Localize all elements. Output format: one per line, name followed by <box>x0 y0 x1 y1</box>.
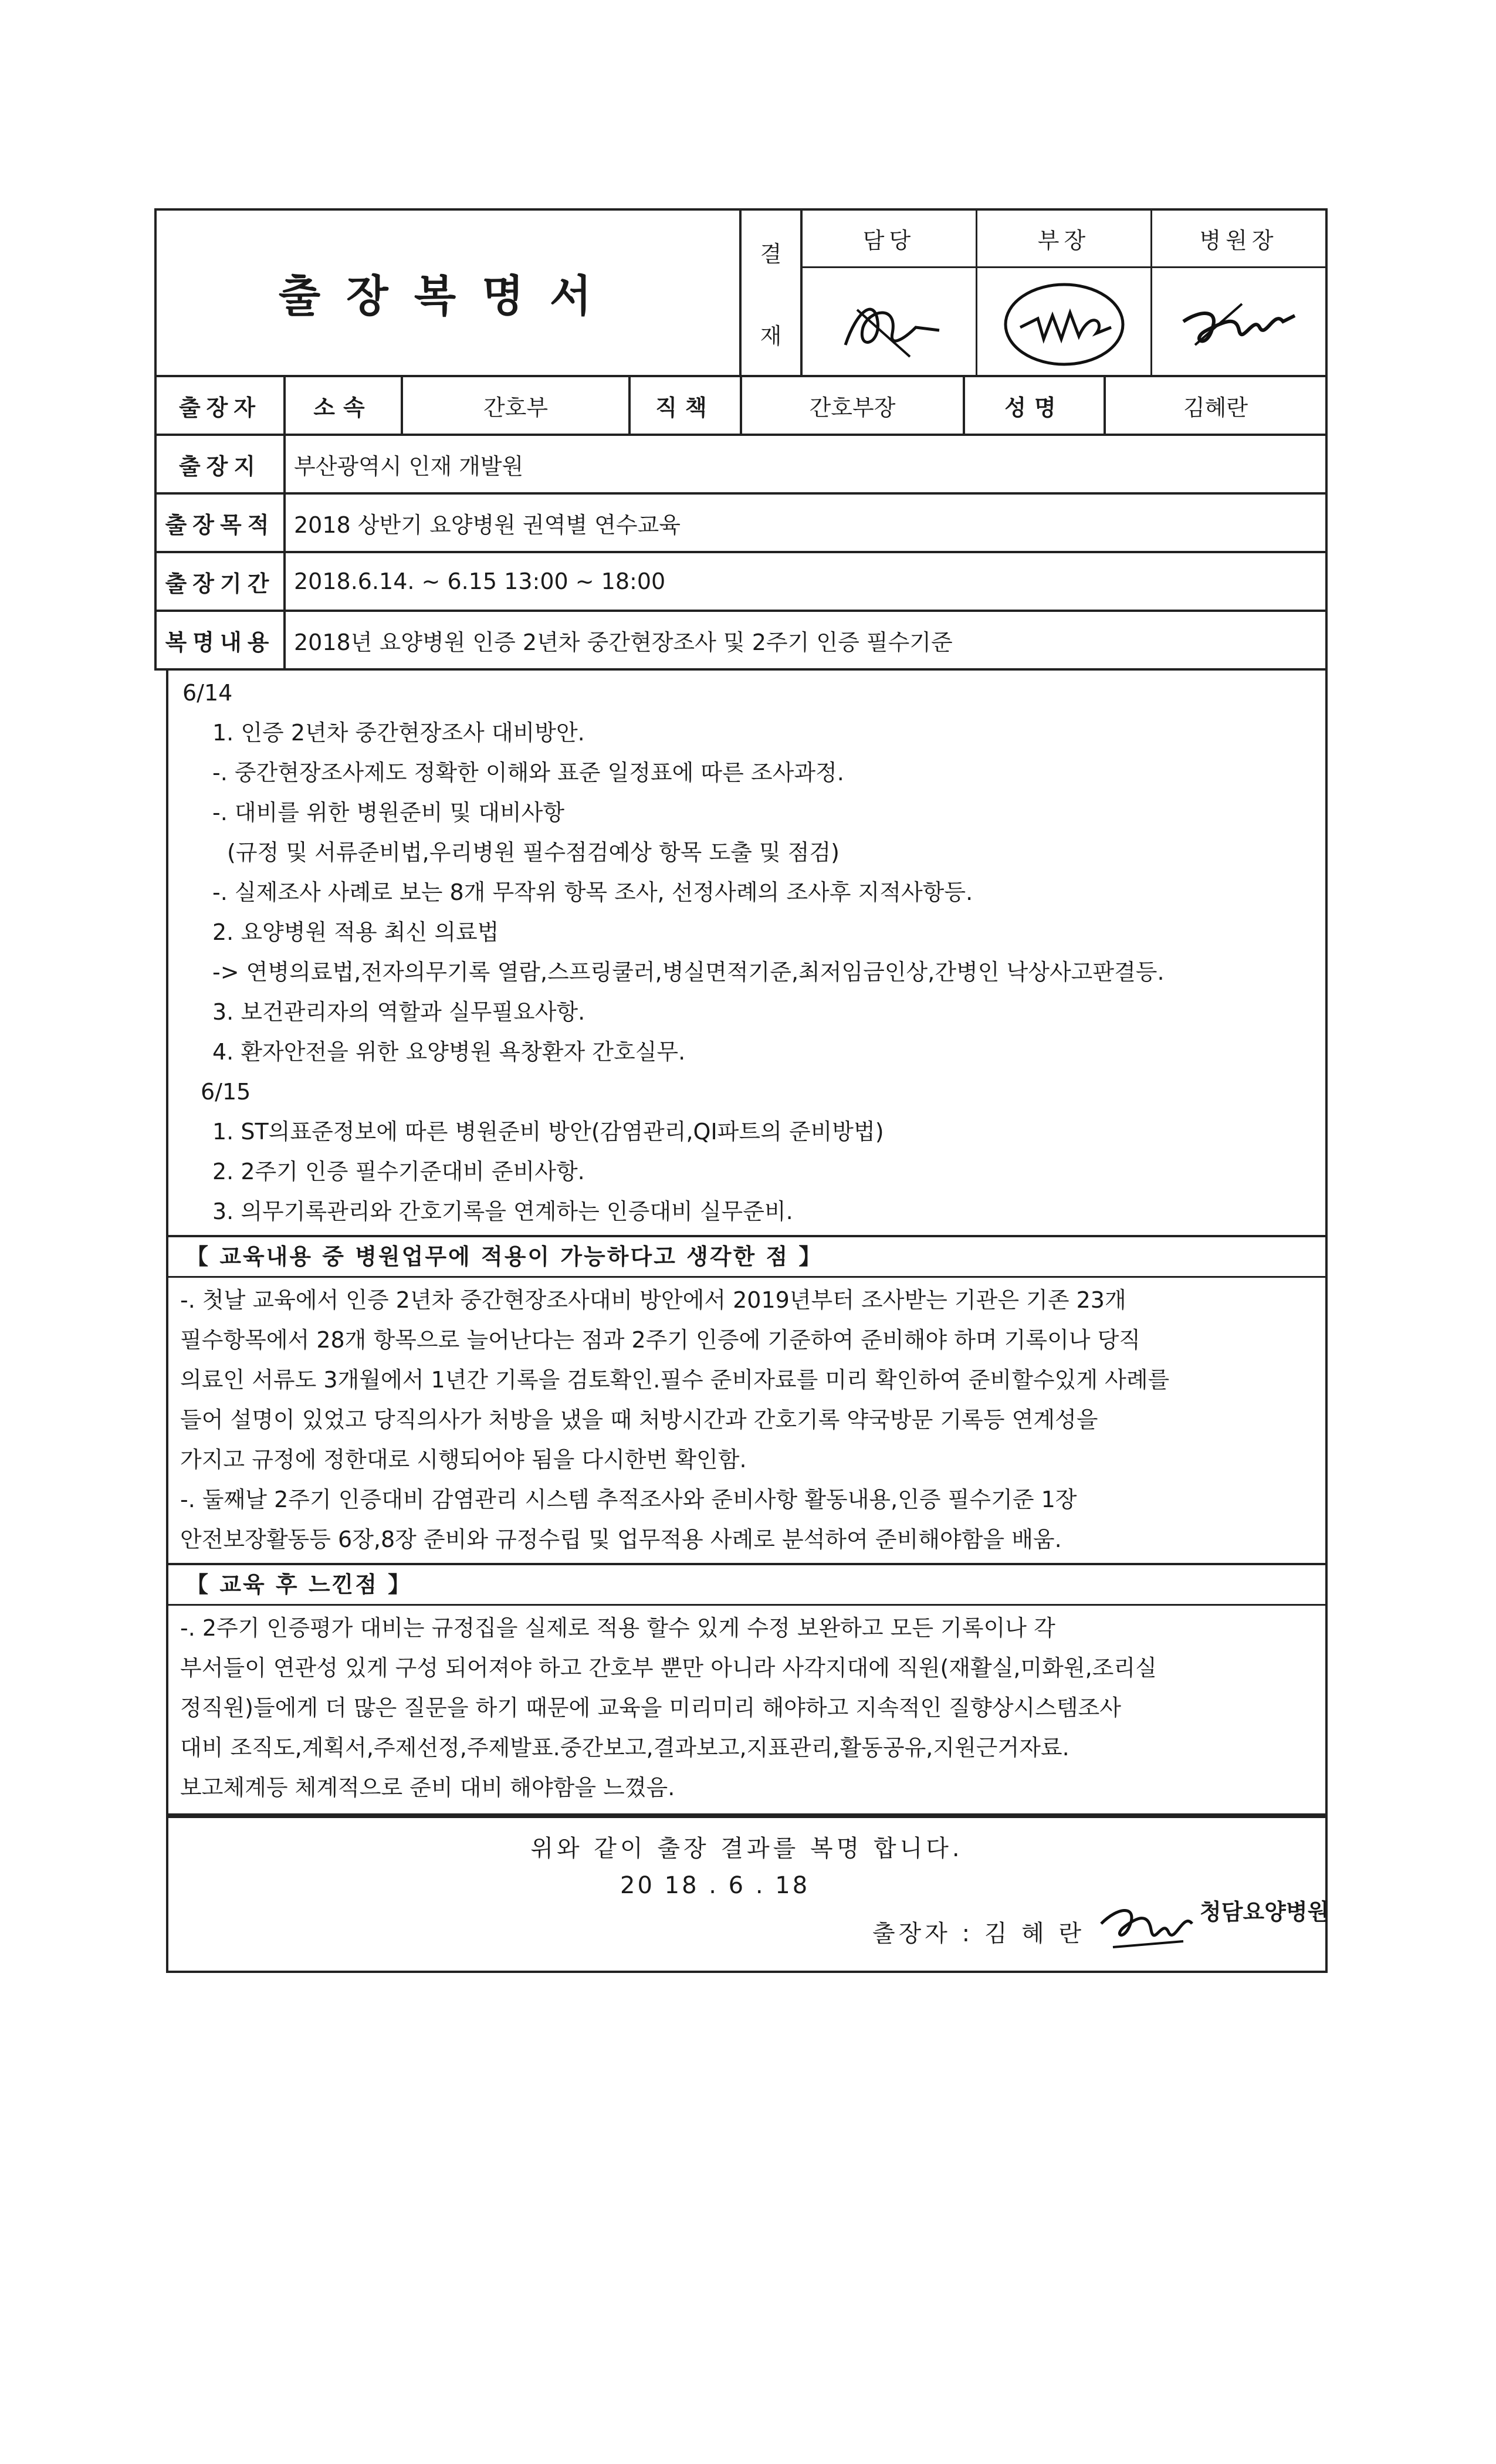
approval-boxes <box>803 211 1325 375</box>
signature-icon <box>1095 1888 1207 1965</box>
report-line: 6/15 <box>201 1079 251 1105</box>
approval-staff <box>803 211 977 375</box>
report-line: 1. 인증 2년차 중간현장조사 대비방안. <box>212 720 585 746</box>
signature-icon <box>1172 275 1307 368</box>
content-value: 2018년 요양병원 인증 2년차 중간현장조사 및 2주기 인증 필수기준 <box>285 611 1326 669</box>
position-label: 직책 <box>629 376 741 435</box>
report-line: -. 대비를 위한 병원준비 및 대비사항 <box>212 800 565 825</box>
place-label: 출장지 <box>155 435 285 493</box>
approval-manager-signature <box>977 268 1150 375</box>
report-line: 6/14 <box>182 680 233 706</box>
report-document <box>154 208 1328 1973</box>
position-value: 간호부장 <box>741 376 964 435</box>
applicable-section <box>168 1278 1325 1559</box>
report-line: (규정 및 서류준비법,우리병원 필수점검예상 항목 도출 및 점검) <box>227 840 840 865</box>
approval-director-label: 병원장 <box>1152 211 1325 268</box>
report-line: 2. 요양병원 적용 최신 의료법 <box>212 919 499 945</box>
info-table <box>154 375 1328 671</box>
header-block <box>154 208 1328 375</box>
impression-line: 부서들이 연관성 있게 구성 되어져야 하고 간호부 뿐만 아니라 사각지대에 직원(재활실,미화원,조리실 <box>180 1655 1157 1681</box>
purpose-value: 2018 상반기 요양병원 권역별 연수교육 <box>285 493 1326 552</box>
signature-icon <box>822 275 957 368</box>
period-row <box>155 552 1326 611</box>
content-label: 복명내용 <box>155 611 285 669</box>
report-line: 4. 환자안전을 위한 요양병원 욕창환자 간호실무. <box>212 1039 686 1065</box>
approval-director <box>1152 211 1325 375</box>
footer-statement: 위와 같이 출장 결과를 복명 합니다. <box>530 1835 963 1862</box>
applicable-line: -. 첫날 교육에서 인증 2년차 중간현장조사대비 방안에서 2019년부터 조사받는 기관은 기존 23개 <box>180 1287 1126 1313</box>
approval-manager-label: 부장 <box>977 211 1150 268</box>
report-body <box>166 671 1328 1816</box>
applicable-line: 의료인 서류도 3개월에서 1년간 기록을 검토확인.필수 준비자료를 미리 확인하여 준비할수있게 사례를 <box>180 1367 1170 1393</box>
footer-signer: 출장자 : 김 혜 란 <box>872 1920 1085 1947</box>
impression-section <box>168 1606 1325 1808</box>
footer-block <box>166 1816 1328 1973</box>
report-line: -. 중간현장조사제도 정확한 이해와 표준 일정표에 따른 조사과정. <box>212 760 844 786</box>
name-value: 김혜란 <box>1105 376 1326 435</box>
applicable-heading: 【 교육내용 중 병원업무에 적용이 가능하다고 생각한 점 】 <box>168 1235 1325 1278</box>
applicable-line: 가지고 규정에 정한대로 시행되어야 됨을 다시한번 확인함. <box>180 1447 747 1473</box>
approval-staff-label: 담당 <box>803 211 976 268</box>
applicable-line: 들어 설명이 있었고 당직의사가 처방을 냈을 때 처방시간과 간호기록 약국방문 기록등 연계성을 <box>180 1407 1098 1433</box>
impression-line: 보고체계등 체계적으로 준비 대비 해야함을 느꼈음. <box>180 1775 675 1800</box>
approval-label-bottom: 재 <box>760 323 782 349</box>
approval-manager <box>977 211 1152 375</box>
report-line: 2. 2주기 인증 필수기준대비 준비사항. <box>212 1159 585 1184</box>
report-line: 3. 보건관리자의 역할과 실무필요사항. <box>212 999 585 1025</box>
dept-value: 간호부 <box>402 376 629 435</box>
period-label: 출장기간 <box>155 552 285 611</box>
place-row <box>155 435 1326 493</box>
approval-staff-signature <box>803 268 976 375</box>
traveler-row <box>155 376 1326 435</box>
content-row <box>155 611 1326 669</box>
report-line: 3. 의무기록관리와 간호기록을 연계하는 인증대비 실무준비. <box>212 1199 793 1224</box>
period-value: 2018.6.14. ~ 6.15 13:00 ~ 18:00 <box>285 552 1326 611</box>
approval-director-signature <box>1152 268 1325 375</box>
purpose-row <box>155 493 1326 552</box>
applicable-line: 안전보장활동등 6장,8장 준비와 규정수립 및 업무적용 사례로 분석하여 준비해야함을 배움. <box>180 1527 1062 1552</box>
approval-label <box>742 211 803 375</box>
place-value: 부산광역시 인재 개발원 <box>285 435 1326 493</box>
traveler-label: 출장자 <box>155 376 285 435</box>
approval-label-top: 결 <box>760 241 782 267</box>
applicable-line: 필수항목에서 28개 항목으로 늘어난다는 점과 2주기 인증에 기준하여 준비해야 하며 기록이나 당직 <box>180 1327 1141 1353</box>
applicable-line: -. 둘째날 2주기 인증대비 감염관리 시스템 추적조사와 준비사항 활동내용,인증 필수기준 1장 <box>180 1487 1077 1512</box>
impression-line: -. 2주기 인증평가 대비는 규정집을 실제로 적용 할수 있게 수정 보완하고 모든 기록이나 각 <box>180 1615 1055 1641</box>
purpose-label: 출장목적 <box>155 493 285 552</box>
impression-line: 정직원)들에게 더 많은 질문을 하기 때문에 교육을 미리미리 해야하고 지속적인 질향상시스템조사 <box>180 1695 1121 1721</box>
impression-heading: 【 교육 후 느낀점 】 <box>168 1563 1325 1606</box>
dept-label: 소속 <box>285 376 402 435</box>
name-label: 성명 <box>964 376 1105 435</box>
report-line: -. 실제조사 사례로 보는 8개 무작위 항목 조사, 선정사례의 조사후 지적사항등. <box>212 879 973 905</box>
signature-icon <box>997 275 1132 368</box>
hospital-name: 청담요양병원 <box>1200 1899 1329 1925</box>
footer-date: 20 18 . 6 . 18 <box>620 1872 810 1899</box>
report-line: -> 연병의료법,전자의무기록 열람,스프링쿨러,병실면적기준,최저임금인상,간병인 낙상사고판결등. <box>212 959 1165 985</box>
report-line: 1. ST의표준정보에 따른 병원준비 방안(감염관리,QI파트의 준비방법) <box>212 1119 884 1145</box>
impression-line: 대비 조직도,계획서,주제선정,주제발표.중간보고,결과보고,지표관리,활동공유,지원근거자료. <box>180 1735 1069 1761</box>
document-title: 출장복명서 <box>157 211 742 375</box>
